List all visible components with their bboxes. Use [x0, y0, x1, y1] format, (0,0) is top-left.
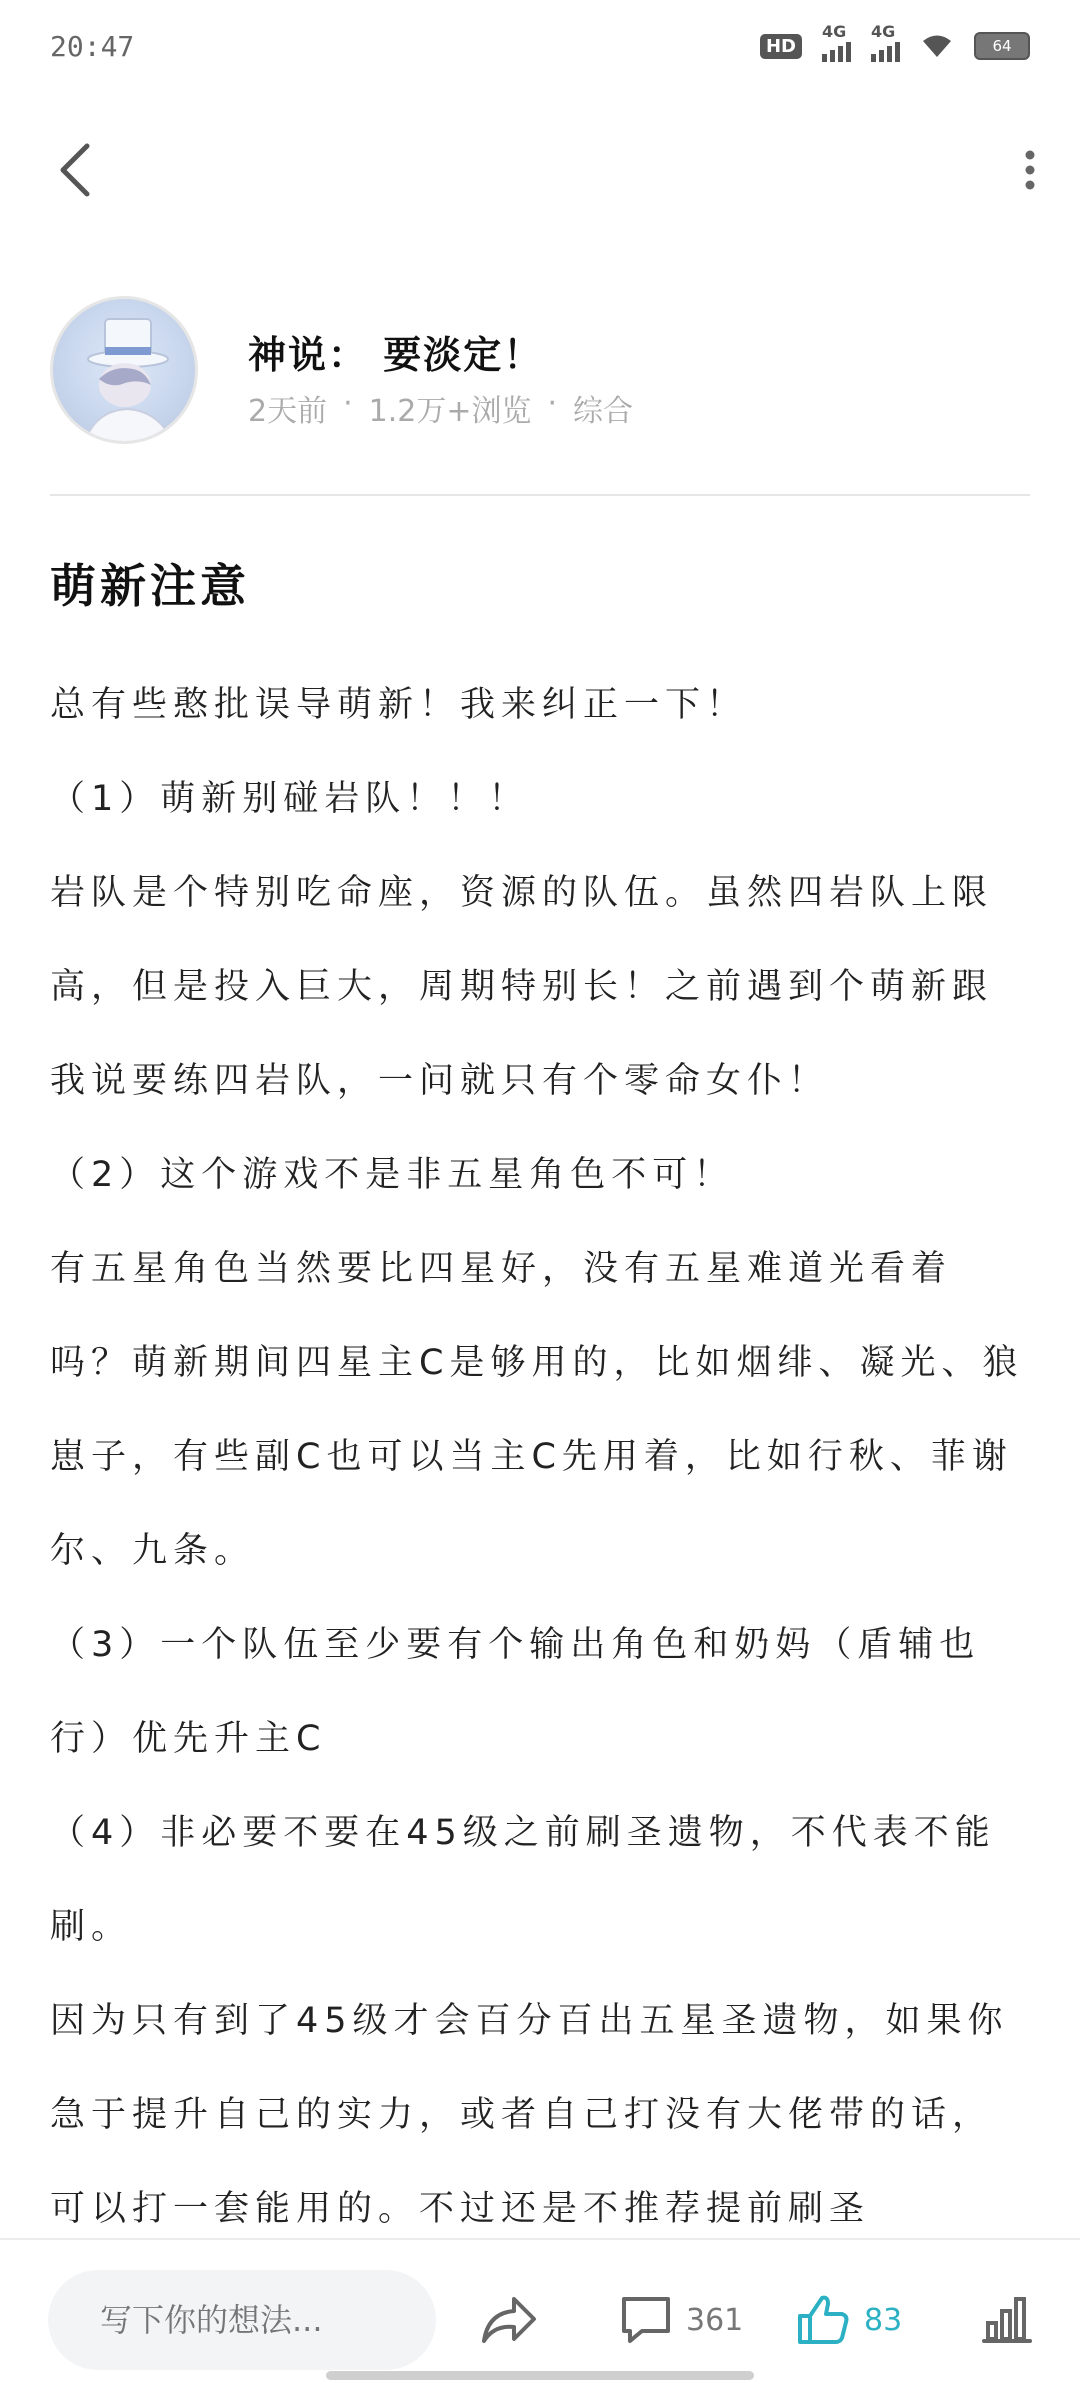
- article-paragraph: 总有些憨批误导萌新！我来纠正一下！: [50, 685, 748, 725]
- like-button[interactable]: [796, 2280, 902, 2360]
- post-category[interactable]: 综合: [573, 394, 634, 429]
- status-icons: [760, 22, 1030, 62]
- article-body: [50, 658, 1030, 2256]
- share-button[interactable]: [480, 2280, 538, 2360]
- more-button[interactable]: [1000, 130, 1060, 210]
- like-count: 83: [864, 2302, 903, 2338]
- chevron-left-icon: [55, 142, 95, 198]
- article-paragraph: （1）萌新别碰岩队！！！: [50, 779, 530, 819]
- meta-separator: ·: [547, 386, 558, 421]
- author-header: [50, 296, 1030, 446]
- divider: [50, 494, 1030, 496]
- post-views: 1.2万+浏览: [368, 394, 532, 429]
- more-vertical-icon: [1024, 150, 1036, 190]
- avatar[interactable]: [50, 296, 198, 444]
- article-paragraph: （4）非必要不要在45级之前刷圣遗物，不代表不能刷。: [50, 1813, 996, 1947]
- stats-button[interactable]: [980, 2280, 1034, 2360]
- author-name[interactable]: 神说： 要淡定！: [248, 333, 544, 377]
- comment-icon: [620, 2295, 672, 2345]
- article-paragraph: （2）这个游戏不是非五星角色不可！: [50, 1155, 735, 1195]
- bar-chart-icon: [980, 2295, 1034, 2345]
- avatar-image: [53, 299, 198, 444]
- article-paragraph: 有五星角色当然要比四星好，没有五星难道光看着吗？萌新期间四星主C是够用的，比如烟绯、凝光、狼崽子，有些副C也可以当主C先用着，比如行秋、菲谢尔、九条。: [50, 1249, 1024, 1571]
- comment-count: 361: [686, 2302, 744, 2338]
- signal-label-2: 4G: [871, 22, 896, 41]
- status-time: 20:47: [50, 30, 135, 63]
- article: [50, 550, 1030, 2256]
- back-button[interactable]: [40, 130, 110, 210]
- share-icon: [480, 2295, 538, 2345]
- home-indicator[interactable]: [326, 2371, 754, 2380]
- meta-separator: ·: [343, 386, 353, 421]
- top-nav: [0, 130, 1080, 210]
- article-title: 萌新注意: [50, 559, 250, 613]
- post-time: 2天前: [248, 394, 328, 429]
- article-paragraph: 因为只有到了45级才会百分百出五星圣遗物，如果你急于提升自己的实力，或者自己打没有大佬带的话，可以打一套能用的。不过还是不推荐提前刷圣: [50, 2001, 1009, 2229]
- signal-label: 4G: [822, 22, 847, 41]
- comment-input[interactable]: [48, 2270, 436, 2370]
- thumbs-up-icon: [796, 2294, 850, 2346]
- comment-button[interactable]: [620, 2280, 743, 2360]
- article-paragraph: （3）一个队伍至少要有个输出角色和奶妈（盾辅也行）优先升主C: [50, 1625, 981, 1759]
- signal-icon: [822, 22, 851, 62]
- bottom-action-bar: [0, 2238, 1080, 2400]
- post-meta: [248, 386, 633, 430]
- article-paragraph: 岩队是个特别吃命座，资源的队伍。虽然四岩队上限高，但是投入巨大，周期特别长！之前遇到个萌新跟我说要练四岩队，一问就只有个零命女仆！: [50, 873, 994, 1101]
- wifi-icon: [920, 33, 954, 59]
- hd-badge: HD: [760, 34, 802, 59]
- battery-icon: 64: [974, 32, 1030, 60]
- signal-icon-2: [871, 22, 900, 62]
- status-bar: [0, 0, 1080, 100]
